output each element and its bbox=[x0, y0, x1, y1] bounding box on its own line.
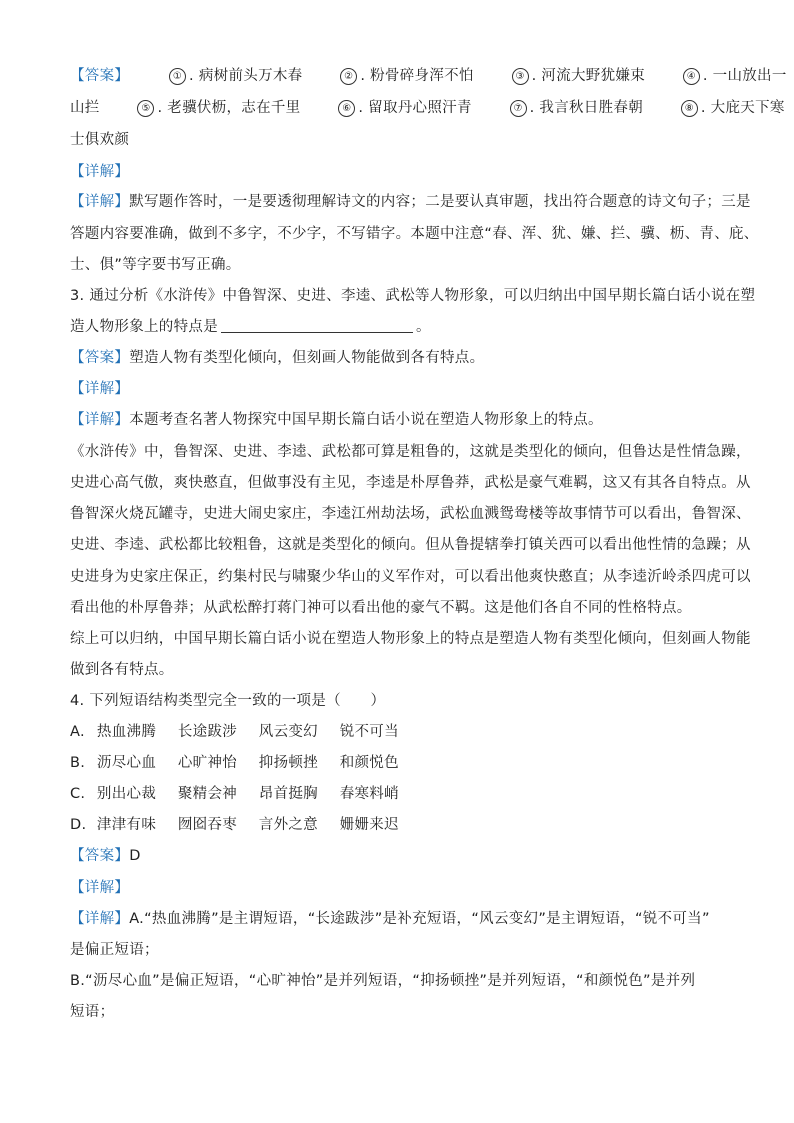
q4-detail-a-line-2: 是偏正短语； bbox=[70, 942, 159, 958]
q2-answer-line-2 bbox=[70, 98, 785, 118]
q3-detail-line-4: 鲁智深火烧瓦罐寺，史进大闹史家庄，李逵江州劫法场，武松血溅鸳鸯楼等故事情节可以看出，鲁智深、 bbox=[70, 506, 751, 522]
q3-detail-line-7: 看出他的朴厚鲁莽；从武松醉打蒋门神可以看出他的豪气不羁。这是他们各自不同的性格特点。 bbox=[70, 600, 692, 616]
detail-heading: 【详解】 bbox=[70, 164, 130, 180]
answer-item-6: ⑥ . 留取丹心照汗青 bbox=[338, 100, 471, 116]
answer-item-4: ④ . 一山放出一 bbox=[683, 68, 787, 84]
detail-heading: 【详解】 bbox=[70, 880, 130, 896]
q3-detail-line-1: 【详解】本题考查名著人物探究中国早期长篇白话小说在塑造人物形象上的特点。 bbox=[70, 412, 603, 428]
q3-stem-line-1: 3. 通过分析《水浒传》中鲁智深、史进、李逵、武松等人物形象，可以归纳出中国早期长篇白话小说在塑 bbox=[70, 288, 756, 304]
q4-detail-b-line-1: B.“沥尽心血”是偏正短语，“心旷神怡”是并列短语，“抑扬顿挫”是并列短语，“和颜悦色”是并列 bbox=[70, 973, 696, 989]
q3-detail-line-6: 史进身为史家庄保正，约集村民与啸聚少华山的义军作对，可以看出他爽快憨直；从李逵沂岭杀四虎可以 bbox=[70, 569, 751, 585]
q3-detail-line-8: 综上可以归纳，中国早期长篇白话小说在塑造人物形象上的特点是塑造人物有类型化倾向，但刻画人物能 bbox=[70, 631, 751, 647]
answer-tag: 【答案】 bbox=[70, 68, 130, 84]
option-a: A. 热血沸腾 长途跋涉 风云变幻 锐不可当 bbox=[70, 724, 399, 740]
option-d: D. 津津有味 囫囵吞枣 言外之意 姗姗来迟 bbox=[70, 817, 399, 833]
detail-tag: 【详解】 bbox=[70, 412, 130, 428]
q2-detail-line-2: 答题内容要准确，做到不多字，不少字，不写错字。本题中注意“春、浑、犹、嫌、拦、骥、枥、青、庇、 bbox=[70, 226, 759, 242]
q4-detail-a-line-1: 【详解】A.“热血沸腾”是主谓短语，“长途跋涉”是补充短语，“风云变幻”是主谓短语，“锐不可当” bbox=[70, 911, 710, 927]
answer-item-7: ⑦ . 我言秋日胜春朝 bbox=[510, 100, 643, 116]
option-b: B. 沥尽心血 心旷神怡 抑扬顿挫 和颜悦色 bbox=[70, 755, 399, 771]
answer-blank bbox=[221, 318, 413, 333]
q4-detail-b-line-2: 短语； bbox=[70, 1004, 115, 1020]
answer-tag: 【答案】 bbox=[70, 848, 130, 864]
answer-item-1: ① . 病树前头万木春 bbox=[169, 68, 302, 84]
detail-heading: 【详解】 bbox=[70, 381, 130, 397]
answer-item-3: ③ . 河流大野犹嫌束 bbox=[512, 68, 645, 84]
q3-answer: 【答案】塑造人物有类型化倾向，但刻画人物能做到各有特点。 bbox=[70, 350, 485, 366]
answer-item-8: ⑧ . 大庇天下寒 bbox=[681, 100, 785, 116]
q4-answer: 【答案】D bbox=[70, 848, 141, 864]
q3-detail-line-9: 做到各有特点。 bbox=[70, 662, 174, 678]
detail-tag: 【详解】 bbox=[70, 194, 130, 210]
answer-tag: 【答案】 bbox=[70, 350, 130, 366]
q2-answer-line-1 bbox=[70, 66, 787, 86]
answer-item-5: ⑤ . 老骥伏枥，志在千里 bbox=[137, 100, 300, 116]
answer-item-2: ② . 粉骨碎身浑不怕 bbox=[340, 68, 473, 84]
answer-continuation: 山拦 bbox=[70, 100, 100, 116]
q3-detail-line-5: 史进、李逵、武松都比较粗鲁，这就是类型化的倾向。但从鲁提辖拳打镇关西可以看出他性情的急躁；从 bbox=[70, 537, 751, 553]
q4-stem: 4. 下列短语结构类型完全一致的一项是（ ） bbox=[70, 693, 386, 709]
q2-detail-line-3: 士、俱”等字要书写正确。 bbox=[70, 257, 241, 273]
option-c: C. 别出心裁 聚精会神 昂首挺胸 春寒料峭 bbox=[70, 786, 399, 802]
q2-detail-line-1: 【详解】默写题作答时，一是要透彻理解诗文的内容；二是要认真审题，找出符合题意的诗文句子；三是 bbox=[70, 194, 751, 210]
q3-detail-line-3: 史进心高气傲，爽快憨直，但做事没有主见，李逵是朴厚鲁莽，武松是豪气难羁，这又有其各自特点。从 bbox=[70, 475, 751, 491]
q2-answer-line-3: 士俱欢颜 bbox=[70, 132, 130, 148]
q3-stem-line-2: 造人物形象上的特点是 。 bbox=[70, 319, 431, 335]
detail-tag: 【详解】 bbox=[70, 911, 130, 927]
q3-detail-line-2: 《水浒传》中，鲁智深、史进、李逵、武松都可算是粗鲁的，这就是类型化的倾向，但鲁达是性情急躁， bbox=[70, 444, 751, 460]
